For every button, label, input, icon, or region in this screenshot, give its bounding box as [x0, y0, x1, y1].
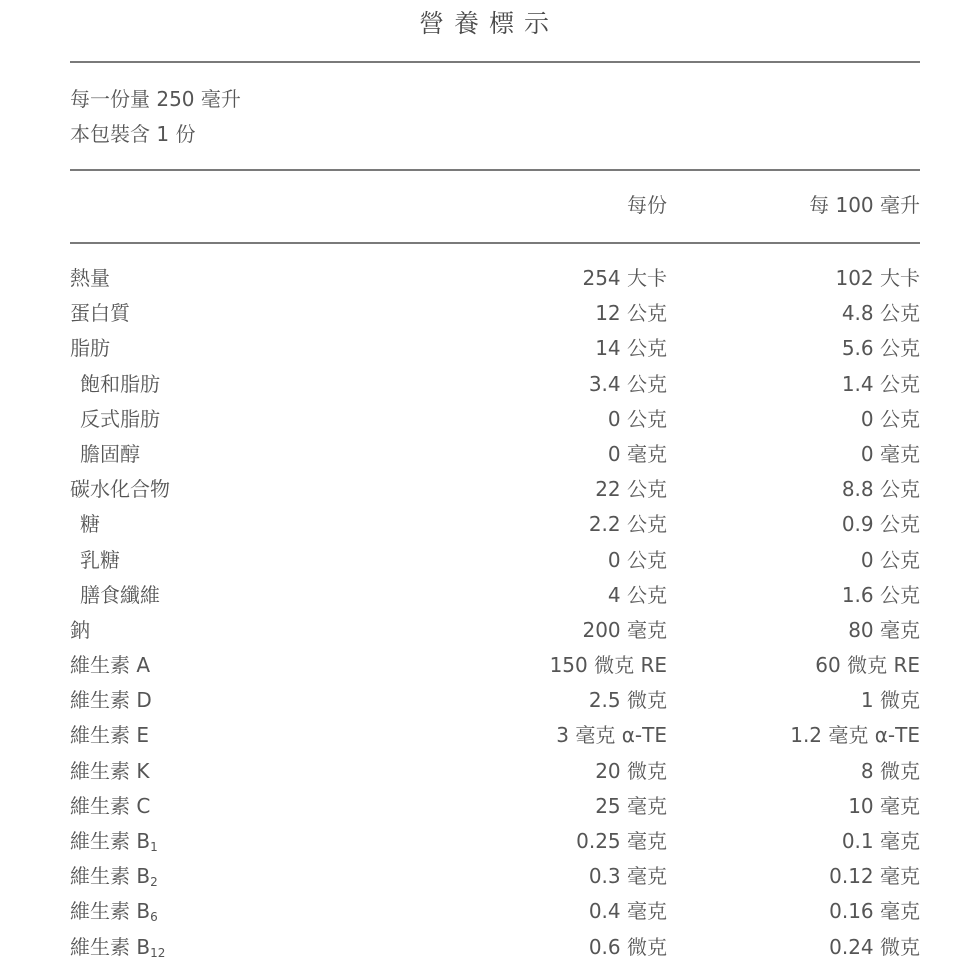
nutrient-label: 維生素 E [70, 723, 149, 748]
nutrient-name [70, 648, 150, 683]
table-divider [70, 242, 920, 244]
nutrient-name [70, 930, 165, 965]
value-per-serving: 20 微克 [595, 758, 667, 783]
serving-info [70, 82, 241, 152]
nutrient-label: 糖 [80, 512, 100, 537]
value-per-serving: 0 公克 [607, 547, 667, 572]
nutrient-label: 維生素 B [70, 899, 151, 924]
table-row [70, 613, 920, 648]
table-row [70, 367, 920, 402]
value-per-serving: 4 公克 [607, 582, 667, 607]
table-row [70, 296, 920, 331]
nutrient-label: 飽和脂肪 [80, 371, 160, 396]
value-per-serving: 200 毫克 [582, 617, 667, 642]
page-title: 營養標示 [418, 9, 559, 38]
nutrient-name [80, 367, 160, 402]
nutrient-label: 熱量 [70, 266, 110, 290]
value-per-100ml: 8.8 公克 [841, 477, 920, 502]
table-row [70, 402, 920, 437]
table-row [70, 789, 920, 824]
value-per-serving: 254 大卡 [582, 266, 667, 290]
value-per-serving: 2.2 公克 [588, 512, 667, 537]
value-per-100ml: 0 公克 [860, 547, 920, 572]
value-per-100ml: 8 微克 [860, 758, 920, 783]
value-per-100ml: 80 毫克 [848, 617, 920, 642]
value-per-100ml: 1.6 公克 [841, 582, 920, 607]
nutrient-name [70, 261, 110, 296]
servings-per-package: 本包裝含 1 份 [70, 122, 196, 146]
nutrient-label: 維生素 A [70, 653, 151, 678]
value-per-100ml: 0.9 公克 [841, 512, 920, 537]
value-per-serving: 0.3 毫克 [588, 864, 667, 889]
nutrient-label: 維生素 B [70, 864, 151, 889]
nutrient-label: 維生素 K [70, 758, 150, 783]
table-row [70, 683, 920, 718]
nutrient-label: 乳糖 [80, 547, 120, 572]
table-row [70, 437, 920, 472]
column-header-per-100ml: 每 100 毫升 [809, 193, 920, 217]
header-divider [70, 169, 920, 171]
nutrient-name [70, 472, 170, 507]
value-per-100ml: 0.1 毫克 [841, 829, 920, 853]
nutrient-label: 膽固醇 [80, 441, 140, 466]
value-per-100ml: 10 毫克 [848, 793, 920, 818]
nutrient-name [70, 331, 110, 366]
value-per-100ml: 1.4 公克 [841, 371, 920, 396]
value-per-100ml: 0.12 毫克 [829, 864, 920, 889]
table-row [70, 648, 920, 683]
nutrient-name [70, 894, 158, 929]
table-row [70, 754, 920, 789]
nutrient-label: 維生素 C [70, 793, 151, 818]
nutrient-name [80, 507, 100, 542]
value-per-serving: 3 毫克 α-TE [556, 723, 667, 748]
nutrient-name [70, 296, 130, 331]
nutrient-label: 維生素 B [70, 829, 151, 853]
nutrient-label: 脂肪 [70, 336, 110, 361]
value-per-serving: 22 公克 [595, 477, 667, 502]
table-row [70, 507, 920, 542]
nutrient-name [70, 754, 149, 789]
value-per-serving: 12 公克 [595, 301, 667, 326]
nutrient-name [70, 718, 149, 753]
value-per-serving: 3.4 公克 [588, 371, 667, 396]
table-row [70, 894, 920, 929]
nutrient-subscript: 2 [150, 875, 158, 890]
nutrient-name [80, 543, 120, 578]
table-row [70, 859, 920, 894]
nutrient-label: 蛋白質 [70, 301, 130, 326]
table-row [70, 261, 920, 296]
value-per-serving: 0.4 毫克 [588, 899, 667, 924]
value-per-100ml: 1 微克 [860, 688, 920, 713]
nutrient-label: 維生素 D [70, 688, 152, 713]
value-per-100ml: 0.24 微克 [829, 934, 920, 959]
table-row [70, 718, 920, 753]
value-per-serving: 25 毫克 [595, 793, 667, 818]
nutrient-subscript: 1 [150, 840, 158, 854]
value-per-100ml: 5.6 公克 [841, 336, 920, 361]
value-per-serving: 0.6 微克 [588, 934, 667, 959]
table-row [70, 472, 920, 507]
nutrient-name [80, 578, 160, 613]
value-per-serving: 0.25 毫克 [576, 829, 667, 853]
table-row [70, 331, 920, 366]
table-row [70, 543, 920, 578]
top-divider [70, 61, 920, 63]
value-per-serving: 14 公克 [595, 336, 667, 361]
table-row [70, 578, 920, 613]
column-header-per-serving: 每份 [627, 193, 667, 217]
nutrition-table [70, 261, 920, 965]
nutrient-name [80, 437, 140, 472]
nutrient-subscript: 6 [150, 910, 158, 925]
nutrient-subscript: 12 [150, 945, 166, 960]
value-per-100ml: 4.8 公克 [841, 301, 920, 326]
nutrient-name [70, 613, 90, 648]
value-per-100ml: 0 毫克 [860, 441, 920, 466]
value-per-100ml: 1.2 毫克 α-TE [790, 723, 920, 748]
value-per-100ml: 0 公克 [860, 406, 920, 431]
value-per-serving: 150 微克 RE [549, 653, 667, 678]
table-row [70, 930, 920, 965]
nutrient-name [70, 824, 158, 859]
value-per-100ml: 60 微克 RE [815, 653, 920, 678]
value-per-serving: 2.5 微克 [588, 688, 667, 713]
nutrient-name [70, 683, 152, 718]
serving-size: 每一份量 250 毫升 [70, 87, 241, 111]
value-per-serving: 0 毫克 [607, 441, 667, 466]
value-per-100ml: 0.16 毫克 [829, 899, 920, 924]
value-per-100ml: 102 大卡 [835, 266, 920, 290]
nutrient-name [70, 859, 158, 894]
nutrient-label: 反式脂肪 [80, 406, 160, 431]
table-row [70, 824, 920, 859]
nutrient-label: 鈉 [70, 617, 90, 642]
value-per-serving: 0 公克 [607, 406, 667, 431]
nutrient-label: 膳食纖維 [80, 582, 160, 607]
nutrient-label: 碳水化合物 [70, 477, 170, 502]
nutrient-name [80, 402, 160, 437]
nutrient-label: 維生素 B [70, 934, 151, 959]
nutrient-name [70, 789, 150, 824]
